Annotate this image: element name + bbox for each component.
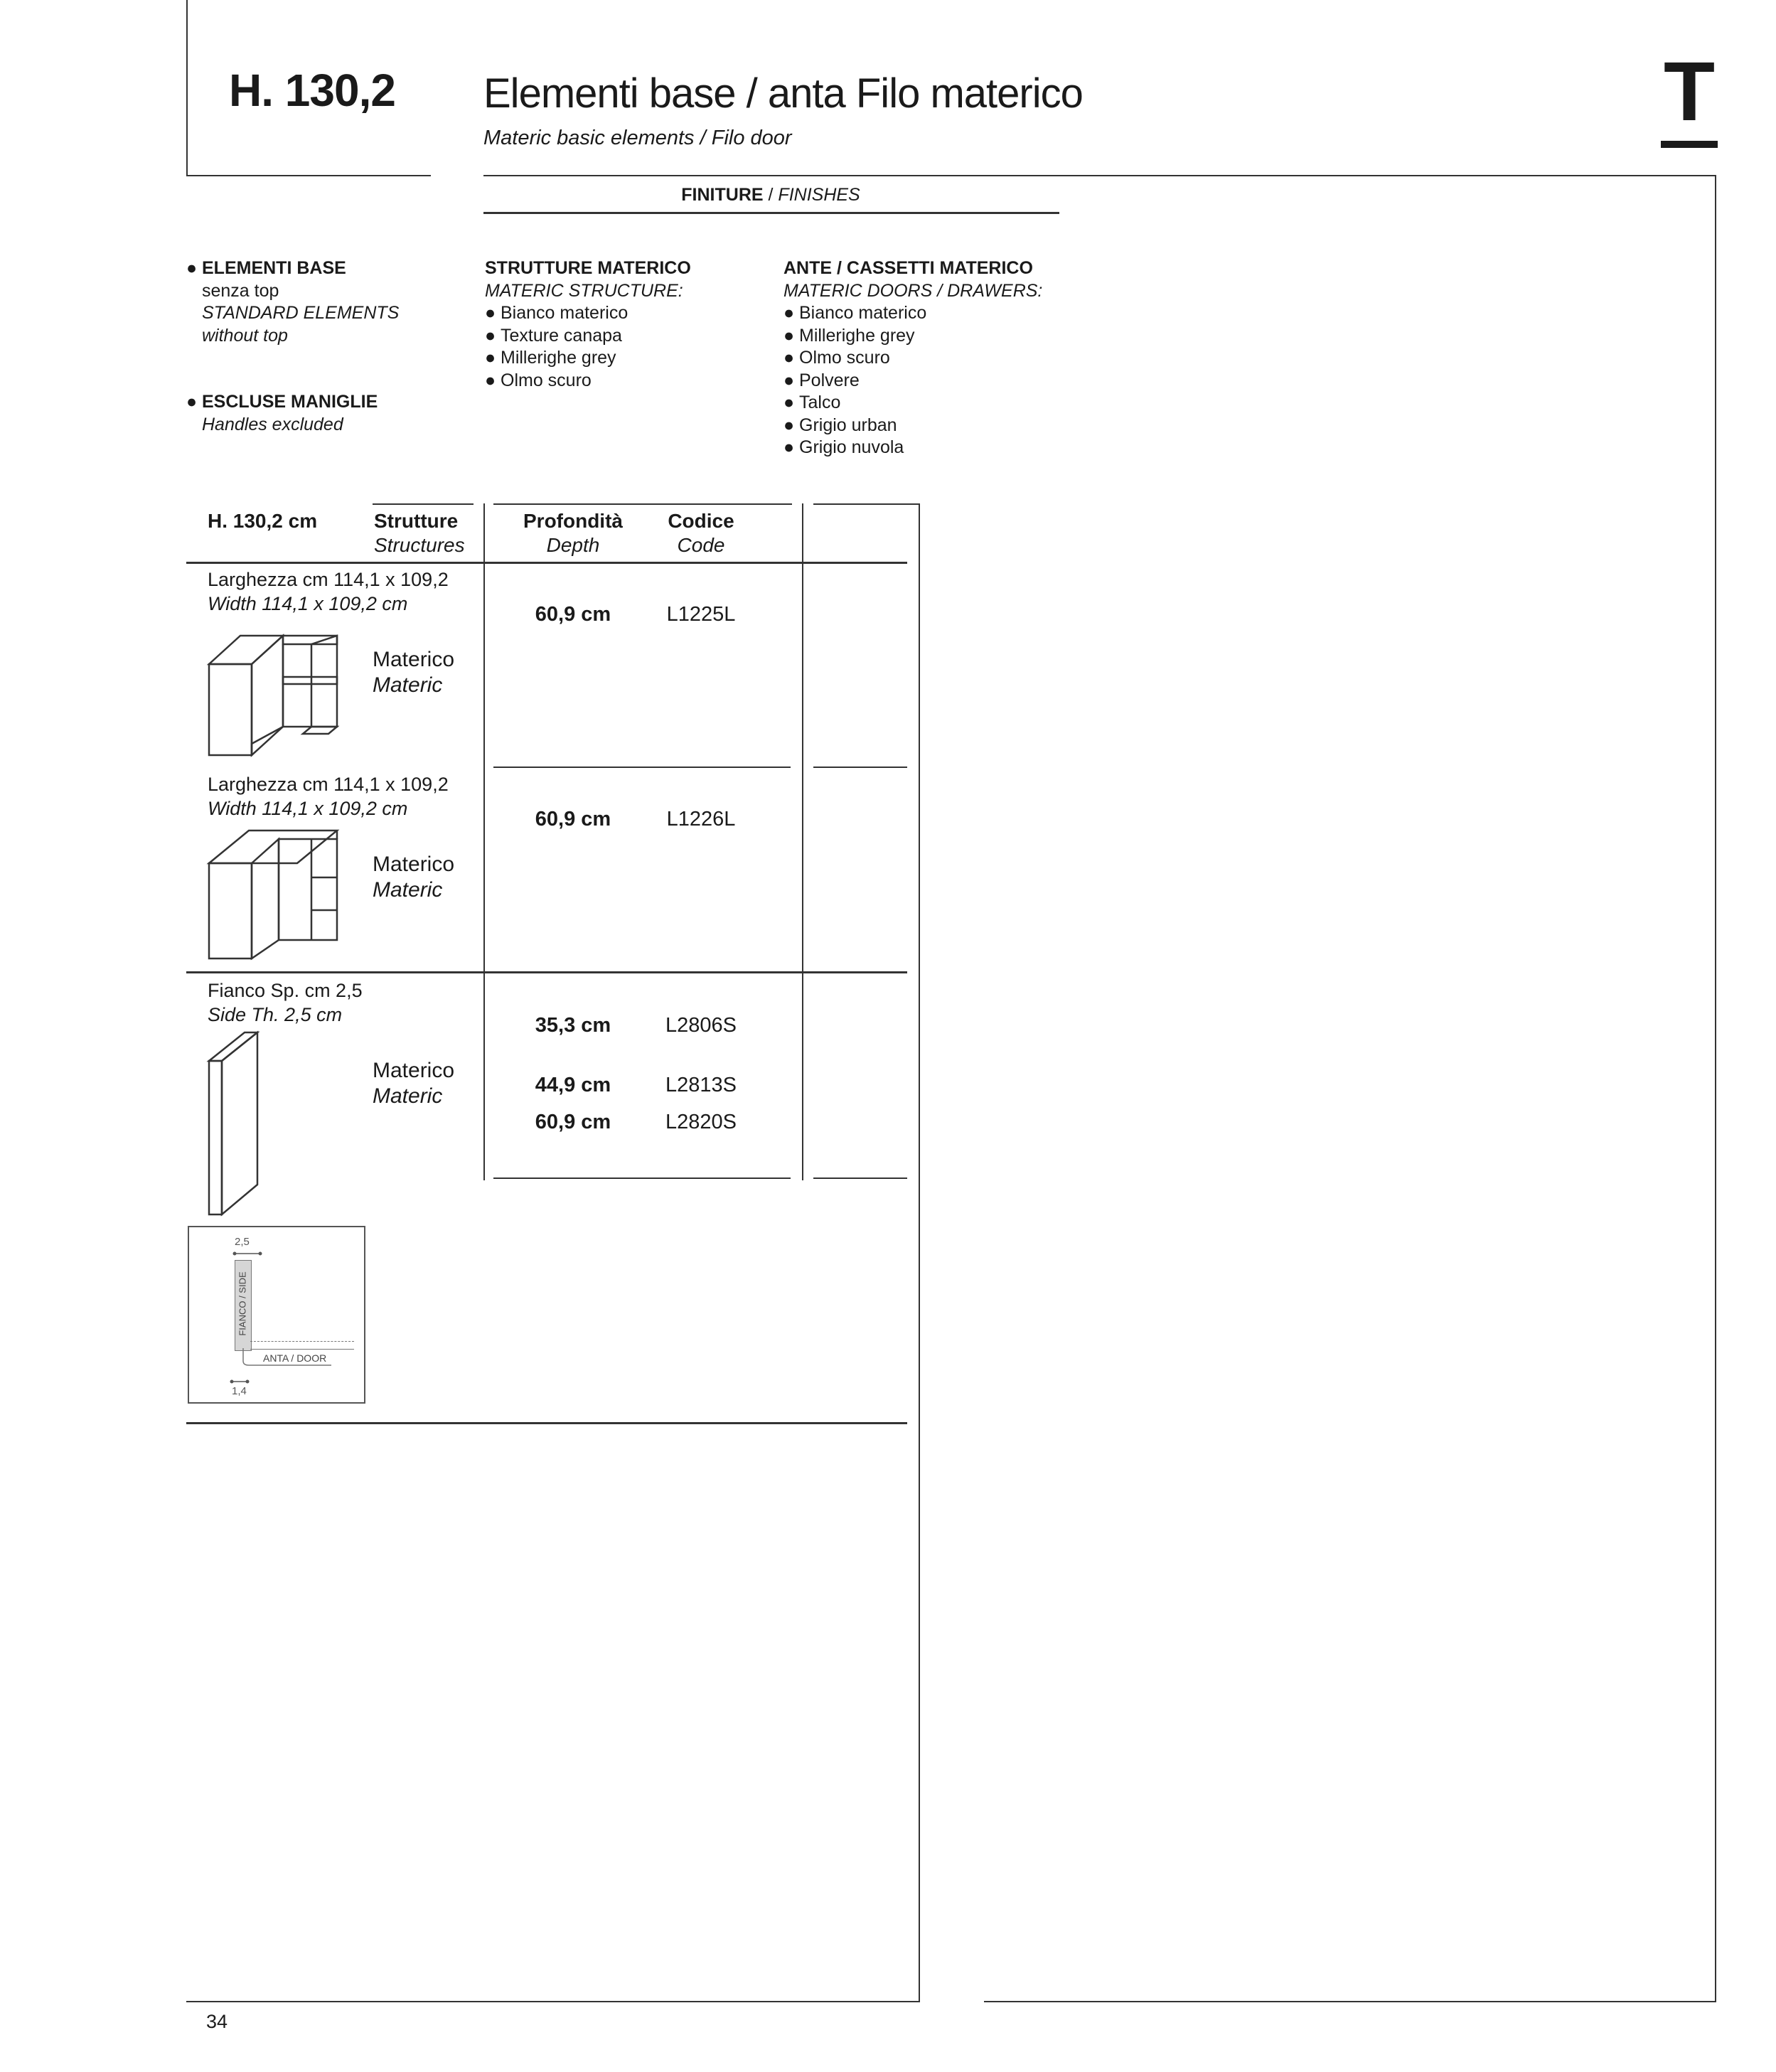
base-elements-line2: STANDARD ELEMENTS (202, 303, 400, 323)
table-row (208, 772, 449, 821)
code-value: L2806S (665, 1014, 737, 1037)
door-thickness-label: 1,4 (232, 1385, 247, 1397)
depth-value: 44,9 cm (535, 1074, 611, 1096)
bullet-icon: ● (783, 370, 795, 390)
code-value: L2813S (665, 1074, 737, 1096)
row2-rule (186, 971, 907, 973)
finishes-label-en: FINISHES (778, 185, 860, 205)
frame-bottom-left (186, 2001, 920, 2002)
base-elements-info (186, 257, 399, 347)
bullet-icon: ● (485, 370, 496, 390)
row-dimension: Fianco Sp. cm 2,5 (208, 980, 363, 1001)
finishes-header (483, 185, 1058, 205)
doors-title: ANTE / CASSETTI MATERICO (783, 258, 1033, 278)
header-structures: Strutture Structures (374, 510, 465, 556)
frame-left-top (186, 0, 188, 176)
table-bottom-rule (186, 1422, 907, 1424)
finishes-label: FINITURE (681, 185, 764, 205)
side-panel-icon (205, 1028, 262, 1219)
bullet-icon: ● (783, 325, 795, 346)
handles-title: ESCLUSE MANIGLIE (202, 392, 378, 412)
depth-value: 60,9 cm (535, 603, 611, 626)
bullet-icon: ● (783, 392, 795, 412)
table-top-rule-extra (813, 503, 920, 505)
bullet-icon: ● (186, 392, 198, 412)
list-item: ● Texture canapa (485, 325, 691, 348)
side-thickness-label: 2,5 (235, 1236, 250, 1248)
page-number: 34 (206, 2011, 228, 2032)
frame-middle (919, 503, 920, 2002)
table-top-rule-structures (373, 503, 474, 505)
bullet-icon: ● (485, 325, 496, 346)
doors-info (783, 257, 1042, 459)
dimension-arrow-icon (229, 1378, 250, 1385)
list-item: ● Olmo scuro (485, 370, 691, 392)
row-dimension: Larghezza cm 114,1 x 109,2 (208, 569, 449, 590)
table-header-rule (186, 562, 907, 564)
brand-letter: T (1663, 45, 1716, 139)
row-material: Materico Materic (373, 853, 455, 902)
brand-underline (1661, 141, 1718, 148)
list-item: ● Millerighe grey (783, 325, 1042, 348)
header-height: H. 130,2 cm (208, 510, 318, 532)
bullet-icon: ● (783, 437, 795, 457)
brand-logo (1661, 45, 1718, 151)
structures-title: STRUTTURE MATERICO (485, 258, 691, 278)
frame-top-right (483, 175, 1716, 176)
row-dimension: Larghezza cm 114,1 x 109,2 (208, 774, 449, 795)
list-item: ● Grigio nuvola (783, 437, 1042, 459)
base-elements-line3: without top (202, 325, 288, 346)
list-item: ● Millerighe grey (485, 347, 691, 370)
side-label: FIANCO / SIDE (237, 1271, 248, 1336)
table-col-sep-1 (483, 503, 485, 1180)
structures-subtitle: MATERIC STRUCTURE: (485, 280, 683, 301)
base-elements-line1: senza top (202, 280, 279, 301)
list-item: ● Bianco materico (783, 302, 1042, 325)
list-item: ● Bianco materico (485, 302, 691, 325)
row3-rule-b (813, 1177, 907, 1179)
header-depth: Profondità Depth (523, 510, 623, 556)
handles-line1: Handles excluded (202, 414, 343, 434)
depth-value: 60,9 cm (535, 808, 611, 831)
list-item: ● Polvere (783, 370, 1042, 392)
frame-right (1715, 175, 1716, 2002)
page-title: Elementi base / anta Filo materico (483, 70, 1083, 117)
height-title: H. 130,2 (229, 65, 395, 116)
code-value: L2820S (665, 1111, 737, 1133)
list-item: ● Grigio urban (783, 415, 1042, 437)
bullet-icon: ● (783, 348, 795, 368)
depth-value: 35,3 cm (535, 1014, 611, 1037)
header-code: Codice Code (668, 510, 734, 556)
code-value: L1225L (666, 603, 736, 626)
table-row (208, 978, 363, 1027)
code-value: L1226L (666, 808, 736, 831)
side-door-detail (188, 1226, 365, 1404)
list-item: ● Talco (783, 392, 1042, 415)
row1-rule-a (493, 767, 791, 768)
row-material: Materico Materic (373, 1059, 455, 1108)
handles-info (186, 391, 378, 436)
row-dimension-en: Side Th. 2,5 cm (208, 1004, 343, 1025)
page-subtitle: Materic basic elements / Filo door (483, 127, 792, 149)
table-col-sep-2 (802, 503, 803, 1180)
table-top-rule-depth (493, 503, 792, 505)
row1-rule-b (813, 767, 907, 768)
frame-bottom-right (984, 2001, 1716, 2002)
doors-subtitle: MATERIC DOORS / DRAWERS: (783, 280, 1043, 301)
finishes-separator: / (768, 185, 779, 205)
row-material: Materico Materic (373, 648, 455, 697)
table-row (208, 567, 449, 616)
base-elements-title: ELEMENTI BASE (202, 258, 346, 278)
row3-rule-a (493, 1177, 791, 1179)
row-dimension-en: Width 114,1 x 109,2 cm (208, 593, 408, 614)
corner-cabinet-open-icon (205, 623, 347, 762)
finishes-rule (483, 212, 1059, 214)
dimension-arrow-icon (232, 1250, 263, 1257)
door-label: ANTA / DOOR (263, 1352, 327, 1364)
list-item: ● Olmo scuro (783, 347, 1042, 370)
bullet-icon: ● (485, 348, 496, 368)
depth-value: 60,9 cm (535, 1111, 611, 1133)
bullet-icon: ● (485, 303, 496, 323)
bullet-icon: ● (186, 258, 198, 278)
bullet-icon: ● (783, 415, 795, 435)
row-dimension-en: Width 114,1 x 109,2 cm (208, 798, 408, 819)
structures-info (485, 257, 691, 392)
frame-top-left (186, 175, 431, 176)
corner-cabinet-closed-icon (205, 826, 347, 966)
bullet-icon: ● (783, 303, 795, 323)
